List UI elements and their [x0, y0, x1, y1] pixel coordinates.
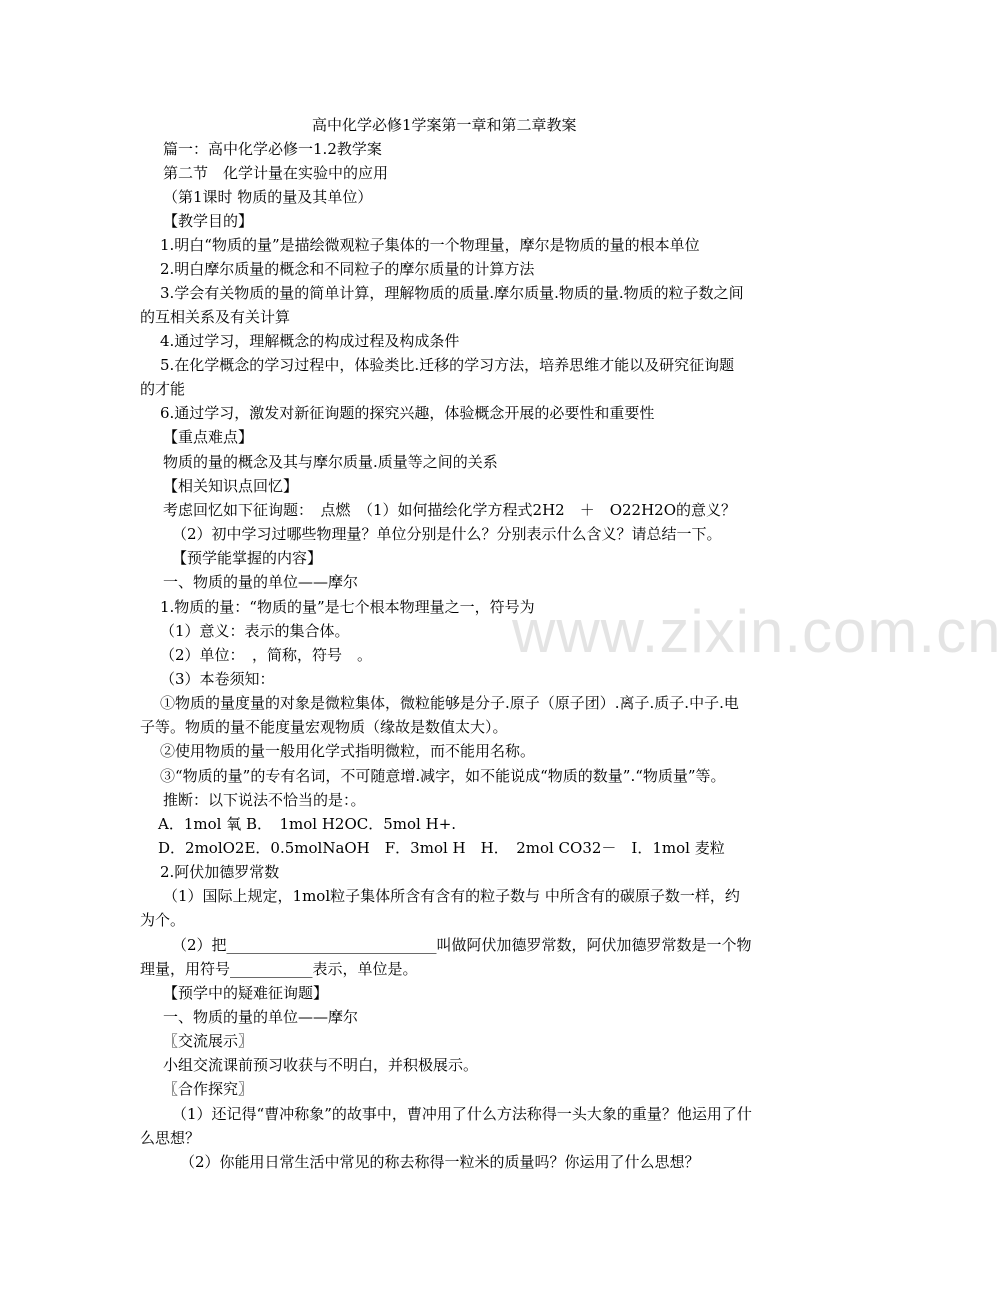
heading-difficulties: 【预学中的疑难征询题】 [163, 984, 329, 1002]
preview-subheading: 一、物质的量的单位——摩尔 [163, 573, 359, 591]
exchange-text: 小组交流课前预习收获与不明白，并积极展示。 [163, 1056, 479, 1074]
options-row-2: D．2molO2E．0.5molNaOH F．3mol H H． 2mol CO32－ I．1mol 麦粒 [158, 839, 725, 857]
heading-objectives: 【教学目的】 [163, 212, 254, 230]
heading-review: 【相关知识点回忆】 [163, 477, 299, 495]
section-heading: 篇一：高中化学必修一1.2教学案 [163, 140, 382, 158]
note-2: ②使用物质的量一般用化学式指明微粒，而不能用名称。 [160, 742, 536, 760]
note-1: ①物质的量度量的对象是微粒集体，微粒能够是分子.原子（原子团）.离子.质子.中子.电 [160, 694, 739, 712]
avogadro-1: （1）国际上规定，1mol粒子集体所含有含有的粒子数与 中所含有的碳原子数一样，约 [163, 887, 740, 905]
review-question-2: （2）初中学习过哪些物理量？单位分别是什么？分别表示什么含义？请总结一下。 [172, 525, 722, 543]
objective-2: 2.明白摩尔质量的概念和不同粒子的摩尔质量的计算方法 [160, 260, 535, 278]
heading-exchange: 〖交流展示〗 [163, 1032, 254, 1050]
inquiry-1-cont: 么思想？ [140, 1129, 201, 1147]
inquiry-2: （2）你能用日常生活中常见的称去称得一粒米的质量吗？你运用了什么思想？ [180, 1153, 700, 1171]
note-1-cont: 子等。物质的量不能度量宏观物质（缘故是数值太大）。 [140, 718, 508, 736]
preview-item-1-notes: （3）本卷须知： [160, 670, 275, 688]
note-3: ③“物质的量”的专有名词，不可随意增.减字，如不能说成“物质的数量”.“物质量”等。 [160, 767, 726, 785]
objective-3: 3.学会有关物质的量的简单计算，理解物质的质量.摩尔质量.物质的量.物质的粒子数之间 [160, 284, 744, 302]
document-title: 高中化学必修1学案第一章和第二章教案 [312, 116, 577, 134]
objective-6: 6.通过学习，激发对新征询题的探究兴趣，体验概念开展的必要性和重要性 [160, 404, 655, 422]
avogadro-2: （2）把____________________________叫做阿伏加德罗常数，阿伏加德罗常数是一个物 [172, 936, 752, 954]
inquiry-1: （1）还记得“曹冲称象”的故事中，曹冲用了什么方法称得一头大象的重量？他运用了什 [172, 1105, 752, 1123]
heading-cooperation: 〖合作探究〗 [163, 1080, 254, 1098]
preview-item-2: 2.阿伏加德罗常数 [160, 863, 280, 881]
lesson-label: （第1课时 物质的量及其单位） [163, 188, 373, 206]
avogadro-2-cont: 理量，用符号___________表示，单位是。 [140, 960, 418, 978]
heading-preview: 【预学能掌握的内容】 [172, 549, 323, 567]
options-row-1: A．1mol 氧 B． 1mol H2OC．5mol H+. [158, 815, 457, 833]
preview-item-1: 1.物质的量：“物质的量”是七个根本物理量之一，符号为 [160, 598, 535, 616]
heading-key-points: 【重点难点】 [163, 428, 254, 446]
objective-4: 4.通过学习，理解概念的构成过程及构成条件 [160, 332, 460, 350]
preview-item-1-unit: （2）单位： ，简称，符号 。 [160, 646, 373, 664]
objective-5-cont: 的才能 [140, 380, 186, 398]
key-points-text: 物质的量的概念及其与摩尔质量.质量等之间的关系 [163, 453, 498, 471]
review-question-1: 考虑回忆如下征询题： 点燃 （1）如何描绘化学方程式2H2 ＋ O22H2O的意义？ [163, 501, 737, 519]
watermark: www.zixin.com.cn [512, 598, 1001, 665]
preview-item-1-meaning: （1）意义：表示的集合体。 [160, 622, 350, 640]
difficulties-subheading: 一、物质的量的单位——摩尔 [163, 1008, 359, 1026]
objective-1: 1.明白“物质的量”是描绘微观粒子集体的一个物理量，摩尔是物质的量的根本单位 [160, 236, 700, 254]
section-subheading: 第二节 化学计量在实验中的应用 [163, 164, 389, 182]
avogadro-1-cont: 为个。 [140, 911, 186, 929]
objective-3-cont: 的互相关系及有关计算 [140, 308, 291, 326]
objective-5: 5.在化学概念的学习过程中，体验类比.迁移的学习方法，培养思维才能以及研究征询题 [160, 356, 735, 374]
judgment-prompt: 推断：以下说法不恰当的是：。 [163, 791, 366, 809]
